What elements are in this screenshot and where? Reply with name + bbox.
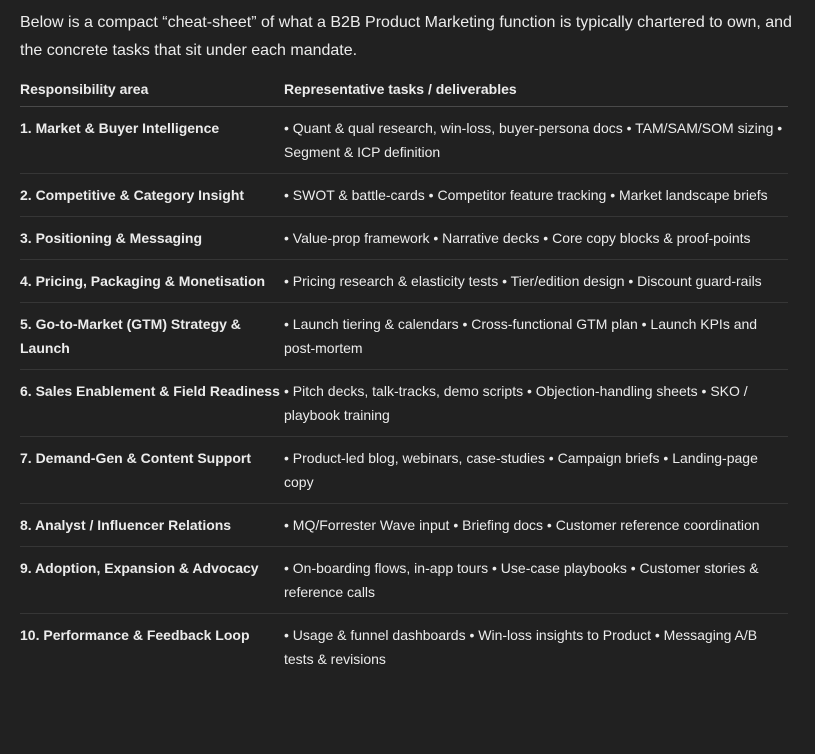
header-representative-tasks: Representative tasks / deliverables <box>284 77 788 107</box>
table-header-row <box>20 77 788 107</box>
row-tasks: • Value-prop framework • Narrative decks • Core copy blocks & proof-points <box>284 217 788 260</box>
row-area: 1. Market & Buyer Intelligence <box>20 107 284 174</box>
table-row <box>20 504 788 547</box>
row-tasks: • Launch tiering & calendars • Cross-functional GTM plan • Launch KPIs and post-mortem <box>284 303 788 370</box>
row-area: 3. Positioning & Messaging <box>20 217 284 260</box>
row-tasks: • Pricing research & elasticity tests • Tier/edition design • Discount guard-rails <box>284 260 788 303</box>
table-row <box>20 437 788 504</box>
row-area: 9. Adoption, Expansion & Advocacy <box>20 547 284 614</box>
row-area: 4. Pricing, Packaging & Monetisation <box>20 260 284 303</box>
row-area: 2. Competitive & Category Insight <box>20 174 284 217</box>
table-row <box>20 303 788 370</box>
intro-paragraph: Below is a compact “cheat-sheet” of what a B2B Product Marketing function is typically chartered to own, and the concrete tasks that sit under each mandate. <box>20 14 792 59</box>
table-row <box>20 547 788 614</box>
row-tasks: • On-boarding flows, in-app tours • Use-case playbooks • Customer stories & reference calls <box>284 547 788 614</box>
responsibility-table <box>20 77 788 680</box>
row-tasks: • Product-led blog, webinars, case-studies • Campaign briefs • Landing-page copy <box>284 437 788 504</box>
table-row <box>20 370 788 437</box>
row-area: 5. Go-to-Market (GTM) Strategy & Launch <box>20 303 284 370</box>
row-tasks: • SWOT & battle-cards • Competitor feature tracking • Market landscape briefs <box>284 174 788 217</box>
row-tasks: • MQ/Forrester Wave input • Briefing docs • Customer reference coordination <box>284 504 788 547</box>
row-area: 6. Sales Enablement & Field Readiness <box>20 370 284 437</box>
row-tasks: • Pitch decks, talk-tracks, demo scripts • Objection-handling sheets • SKO / playbook training <box>284 370 788 437</box>
table-row <box>20 260 788 303</box>
row-tasks: • Quant & qual research, win-loss, buyer-persona docs • TAM/SAM/SOM sizing • Segment & ICP definition <box>284 107 788 174</box>
row-area: 7. Demand-Gen & Content Support <box>20 437 284 504</box>
row-area: 10. Performance & Feedback Loop <box>20 627 250 643</box>
row-tasks: • Usage & funnel dashboards • Win-loss insights to Product • Messaging A/B tests & revisions <box>284 627 758 667</box>
table-row <box>20 107 788 174</box>
table-row <box>20 614 788 681</box>
header-responsibility-area: Responsibility area <box>20 77 284 107</box>
table-row <box>20 174 788 217</box>
table-row <box>20 217 788 260</box>
row-area: 8. Analyst / Influencer Relations <box>20 504 284 547</box>
